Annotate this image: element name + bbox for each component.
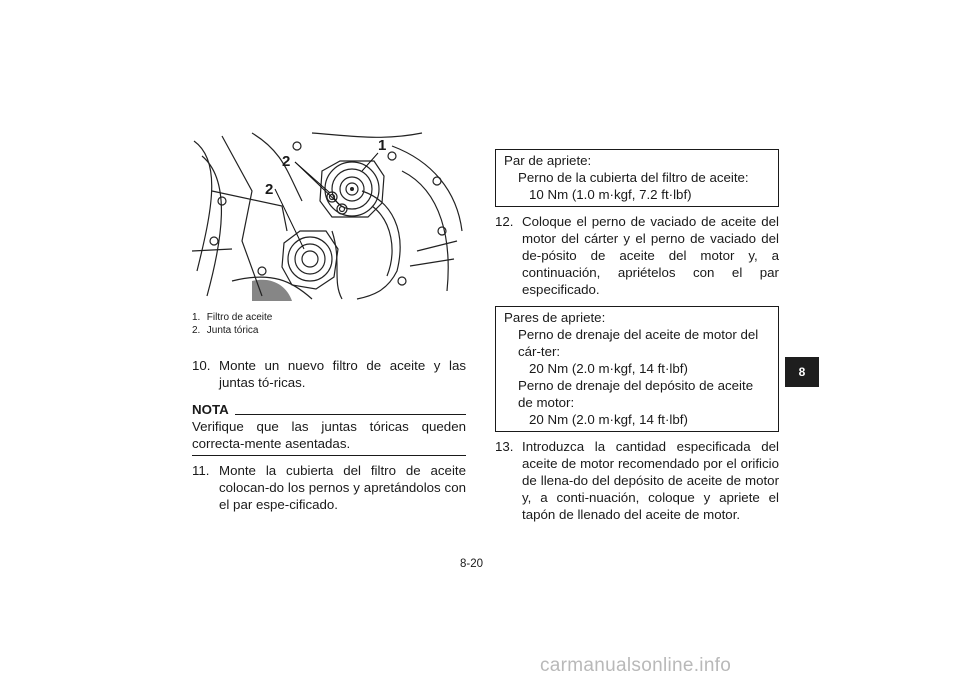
torque-spec-box-2: Pares de apriete: Perno de drenaje del aceite de motor del cár-ter: 20 Nm (2.0 m·kgf, 14 ft·lbf) Perno de drenaje del depósito de aceite de motor: 20 Nm (2.0 m·kgf, 14 ft·lbf) (495, 306, 779, 432)
figure-legend (192, 311, 272, 337)
legend-item: 1. Filtro de aceite (192, 312, 273, 323)
callout-1: 1 (378, 137, 387, 154)
step-12: 12. Coloque el perno de vaciado de aceite del motor del cárter y el perno de vaciado del de-pósito de aceite del motor y, a continuación, apriételos con el par especificado. (495, 214, 779, 297)
section-tab: 8 (785, 357, 819, 387)
step-13: 13. Introduzca la cantidad especificada del aceite de motor recomendado por el orificio de llena-do del depósito de aceite de motor y, a conti-nuación, coloque y apriete el tapón de llenado del aceite de motor. (495, 439, 779, 522)
legend-item: 2. Junta tórica (192, 325, 259, 336)
engine-oil-filter-illustration (192, 131, 464, 301)
callout-2-lower: 2 (265, 181, 274, 198)
page-number: 8-20 (460, 558, 484, 570)
watermark: carmanualsonline.info (540, 655, 732, 676)
nota-heading: NOTA (192, 401, 466, 418)
step-11: 11. Monte la cubierta del filtro de aceite colocan-do los pernos y apretándolos con el par espe-cificado. (192, 463, 466, 512)
callout-2-upper: 2 (282, 153, 291, 170)
right-column (495, 149, 779, 523)
engine-drawing (192, 131, 464, 301)
nota-text: Verifique que las juntas tóricas queden correcta-mente asentadas. (192, 418, 466, 456)
torque-spec-box-1: Par de apriete: Perno de la cubierta del filtro de aceite: 10 Nm (1.0 m·kgf, 7.2 ft·lbf) (495, 149, 779, 207)
step-10: 10. Monte un nuevo filtro de aceite y las juntas tó-ricas. (192, 358, 466, 390)
left-column (192, 357, 466, 513)
